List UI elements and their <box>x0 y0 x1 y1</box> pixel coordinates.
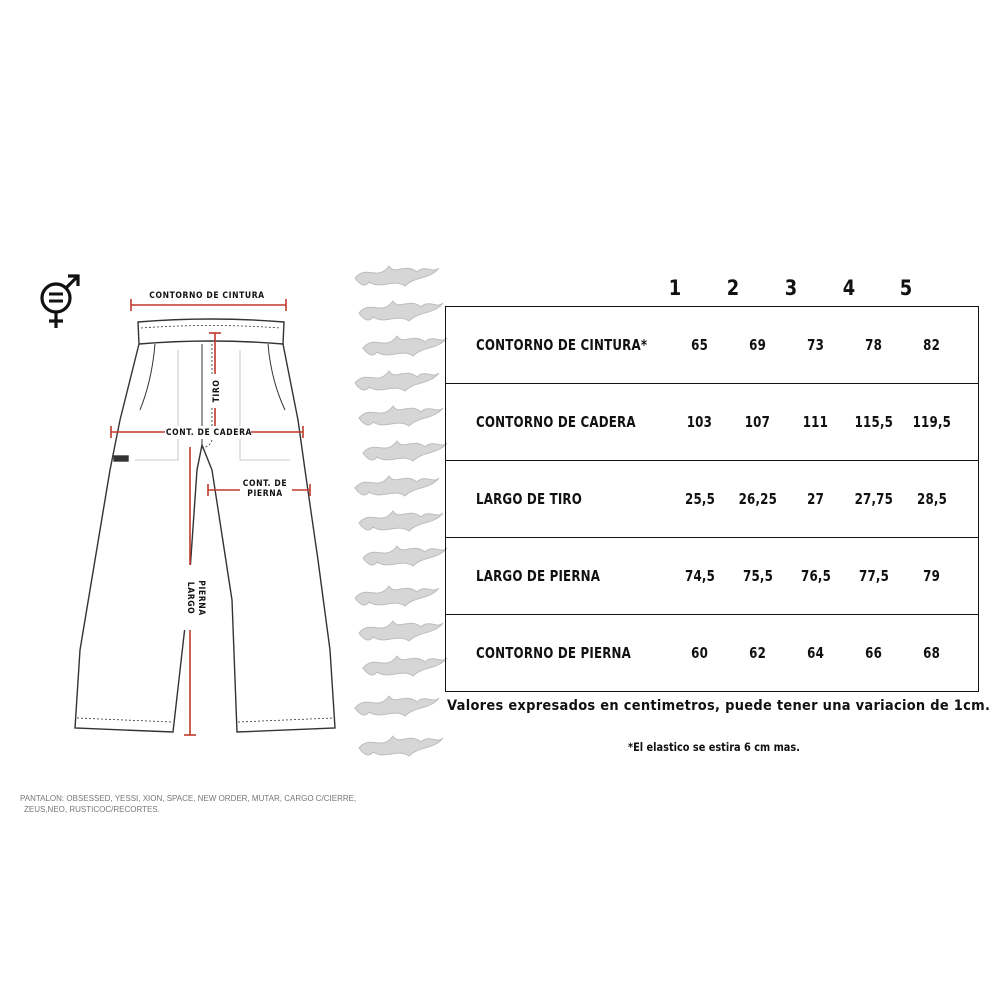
flame-shape <box>359 621 443 641</box>
leg-width-label-line2: PIERNA <box>247 489 283 499</box>
measurement-lines <box>111 299 310 735</box>
size-header-5: 5 <box>899 276 913 300</box>
unisex-gender-icon <box>42 276 78 328</box>
flame-shape <box>359 511 443 531</box>
waist-label: CONTORNO DE CINTURA <box>149 291 265 301</box>
models-line-1: PANTALON: OBSESSED, YESSI, XION, SPACE, NEW ORDER, MUTAR, CARGO C/CIERRE, <box>20 794 357 803</box>
leg-width-label-line1: CONT. DE <box>242 479 288 489</box>
flame-tribal-decoration <box>355 266 447 756</box>
table-cell: 74,5 <box>671 538 729 615</box>
table-cell: 107 <box>729 384 787 461</box>
flame-shape <box>363 546 447 566</box>
flame-shape <box>363 441 447 461</box>
flame-shape <box>355 371 439 391</box>
table-cell: 82 <box>903 307 961 384</box>
compatible-models <box>20 793 380 815</box>
table-cell: 103 <box>671 384 729 461</box>
flame-shape <box>359 736 443 756</box>
table-row <box>446 384 979 461</box>
row-label: CONTORNO DE PIERNA <box>446 615 671 692</box>
table-cell: 77,5 <box>845 538 903 615</box>
models-line-2: ZEUS,NEO, RUSTICOC/RECORTES. <box>24 805 160 814</box>
table-cell: 66 <box>845 615 903 692</box>
table-cell: 111 <box>787 384 845 461</box>
table-cell: 115,5 <box>845 384 903 461</box>
table-cell: 64 <box>787 615 845 692</box>
table-row <box>446 538 979 615</box>
row-label: LARGO DE PIERNA <box>446 538 671 615</box>
leg-length-label-line2: PIERNA <box>196 580 206 616</box>
pants-outline <box>75 319 335 732</box>
table-cell: 75,5 <box>729 538 787 615</box>
table-cell: 76,5 <box>787 538 845 615</box>
table-cell: 65 <box>671 307 729 384</box>
row-label: LARGO DE TIRO <box>446 461 671 538</box>
hip-label: CONT. DE CADERA <box>165 428 253 438</box>
size-header-1: 1 <box>668 276 682 300</box>
leg-length-label-line1: LARGO <box>185 581 195 615</box>
table-cell: 119,5 <box>903 384 961 461</box>
rise-label: TIRO <box>212 379 222 403</box>
measurement-note: Valores expresados en centimetros, puede tener una variacion de 1cm. <box>447 698 991 714</box>
table-cell: 78 <box>845 307 903 384</box>
table-cell: 28,5 <box>903 461 961 538</box>
table-cell: 27,75 <box>845 461 903 538</box>
elastic-note: *El elastico se estira 6 cm mas. <box>628 740 800 754</box>
size-header-2: 2 <box>726 276 740 300</box>
size-header-4: 4 <box>842 276 856 300</box>
table-cell: 79 <box>903 538 961 615</box>
flame-shape <box>355 476 439 496</box>
row-label: CONTORNO DE CINTURA* <box>446 307 671 384</box>
table-cell: 60 <box>671 615 729 692</box>
table-row <box>446 461 979 538</box>
table-cell: 25,5 <box>671 461 729 538</box>
flame-shape <box>359 301 443 321</box>
size-table <box>445 306 979 692</box>
flame-shape <box>359 406 443 426</box>
flame-shape <box>355 586 439 606</box>
table-cell: 27 <box>787 461 845 538</box>
table-row <box>446 307 979 384</box>
table-row <box>446 615 979 692</box>
flame-shape <box>363 656 447 676</box>
table-cell: 62 <box>729 615 787 692</box>
table-cell: 73 <box>787 307 845 384</box>
flame-shape <box>355 696 439 716</box>
table-cell: 26,25 <box>729 461 787 538</box>
table-cell: 69 <box>729 307 787 384</box>
table-cell: 68 <box>903 615 961 692</box>
size-header-3: 3 <box>784 276 798 300</box>
row-label: CONTORNO DE CADERA <box>446 384 671 461</box>
flame-shape <box>355 266 439 286</box>
flame-shape <box>363 336 447 356</box>
